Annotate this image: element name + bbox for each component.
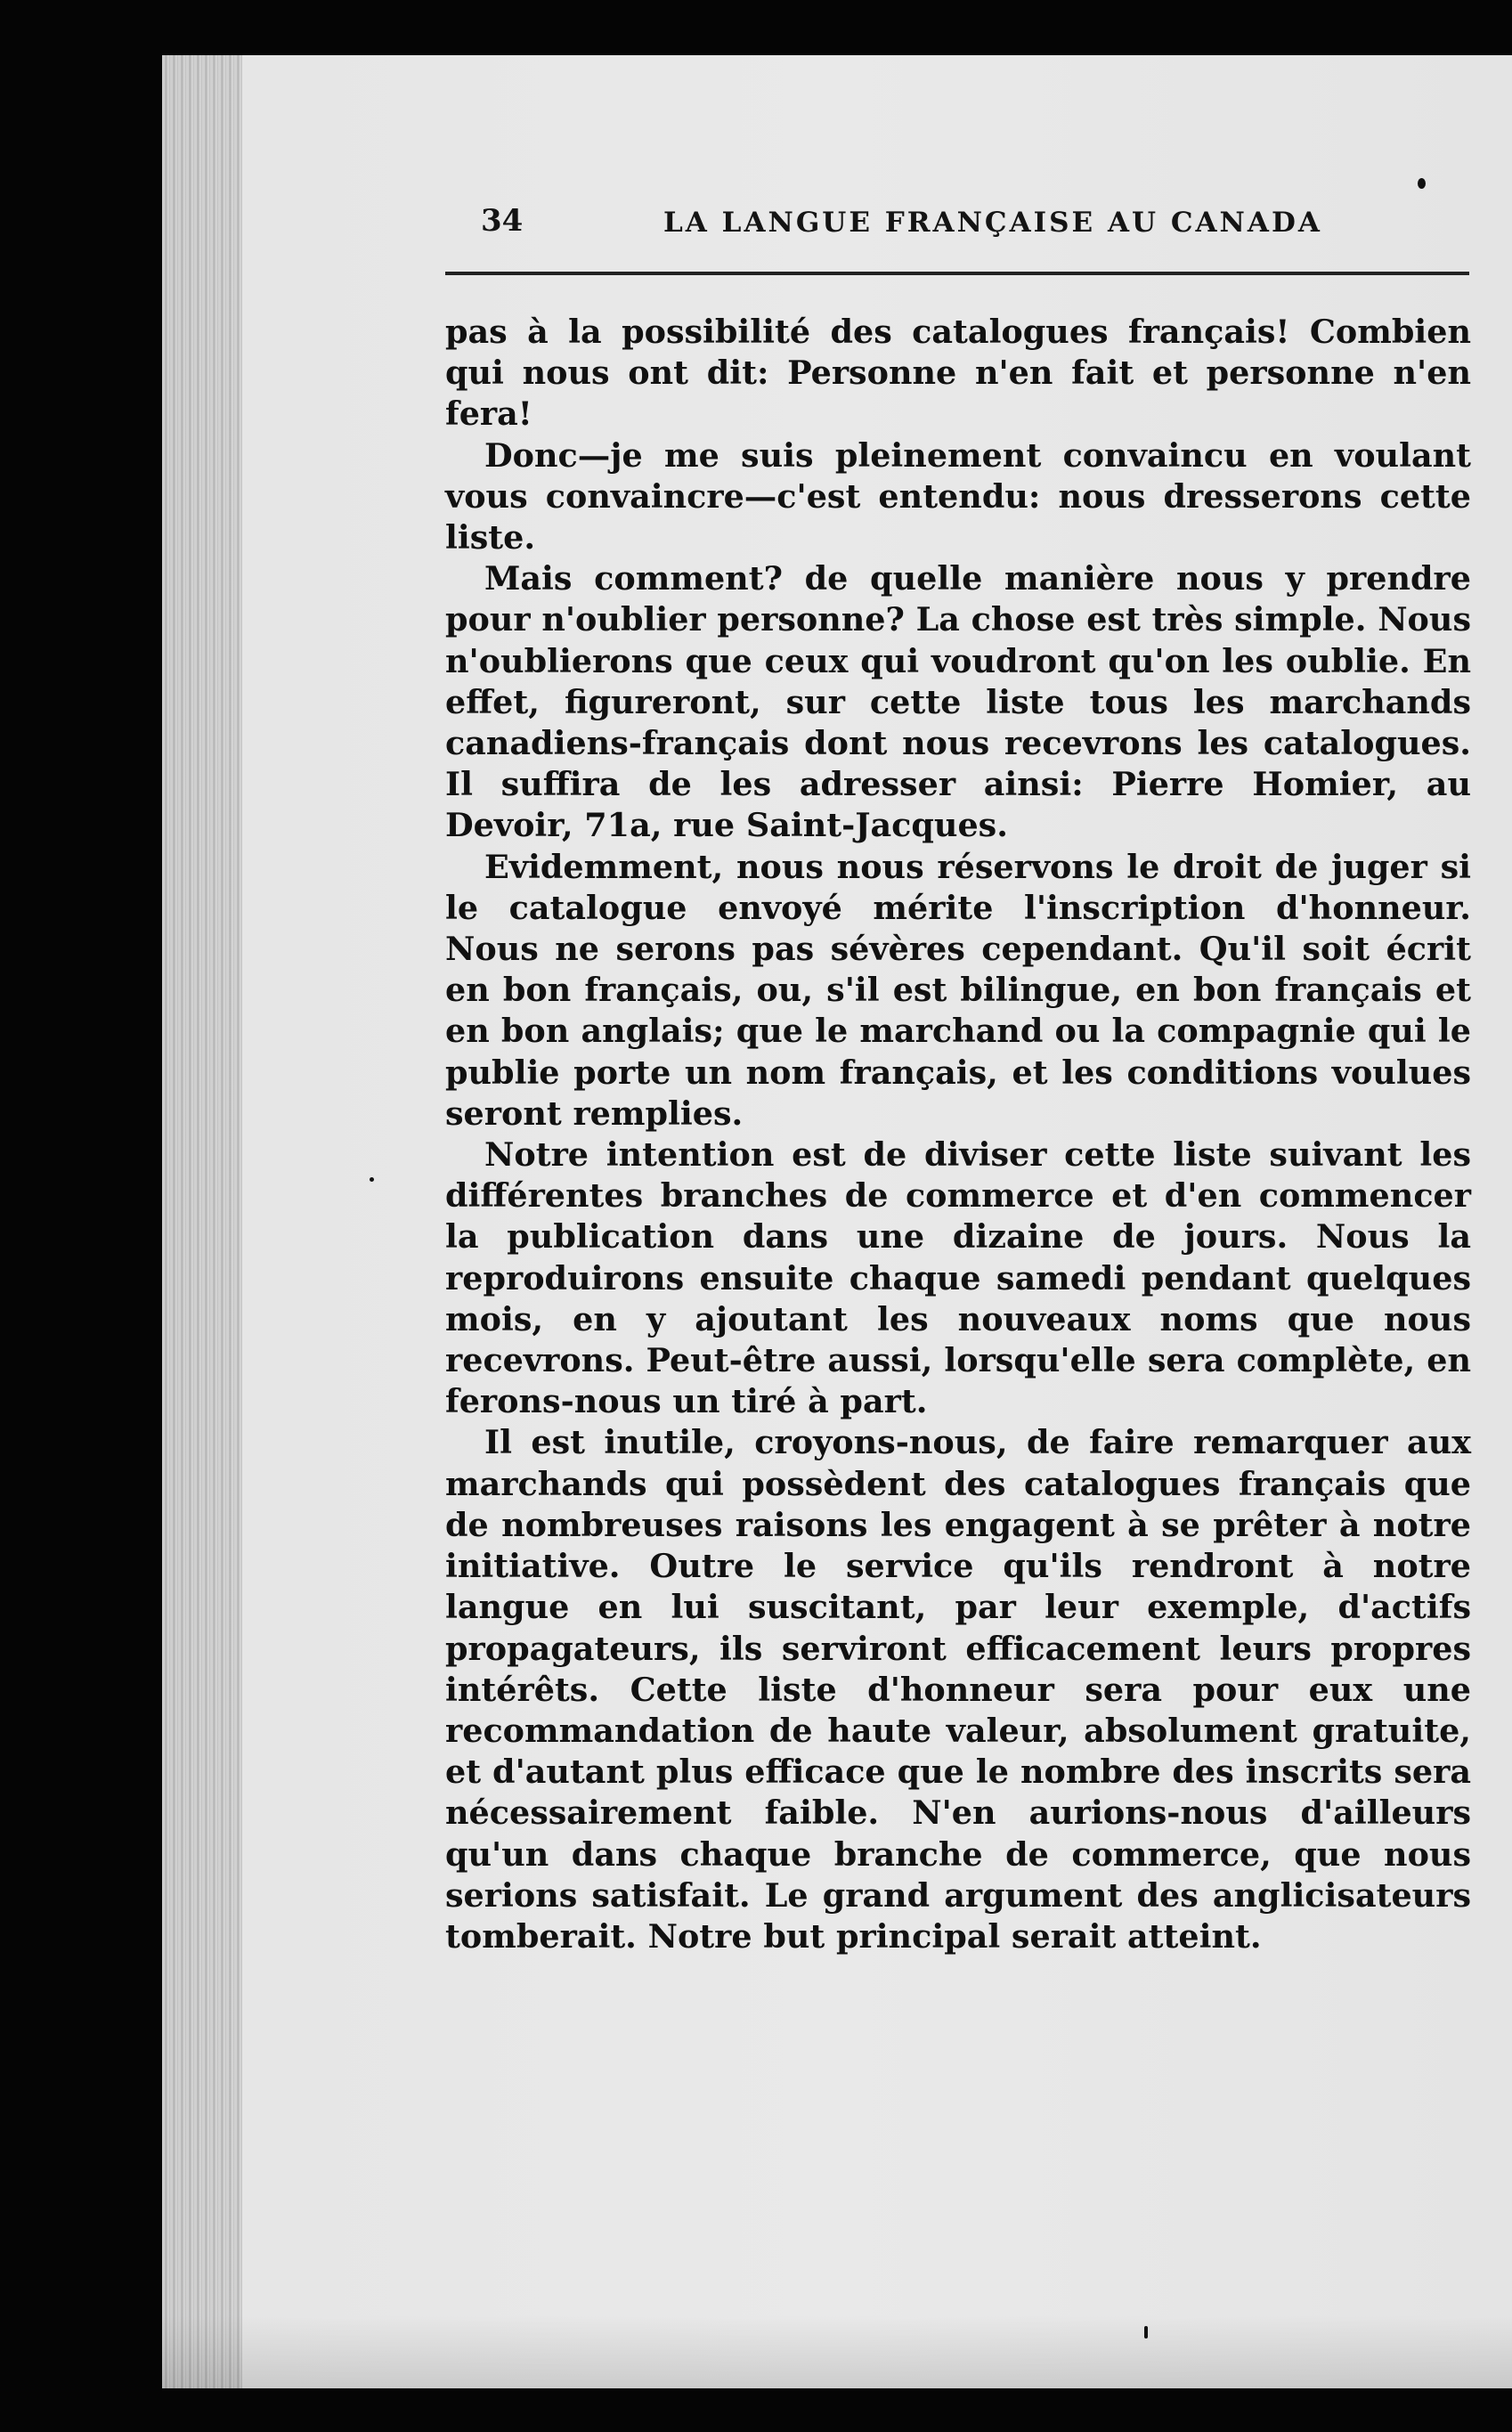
paragraph: Il est inutile, croyons-nous, de faire remarquer aux marchands qui possèdent des catalogues français que de nombreuses raisons les engagent à se prêter à notre initiative. Outre le service qu'ils rendront à notre langue en lui suscitant, par leur exemple, d'actifs propagateurs, ils serviront efficacement leurs propres intérêts. Cette liste d'honneur sera pour eux une recommandation de haute valeur, absolument gratuite, et d'autant plus efficace que le nombre des inscrits sera nécessairement faible. N'en aurions-nous d'ailleurs qu'un dans chaque branche de commerce, que nous serions satisfait. Le grand argument des anglicisateurs tomberait. Notre but principal serait atteint. <box>445 1423 1471 1956</box>
paragraph: Evidemment, nous nous réservons le droit de juger si le catalogue envoyé mérite l'inscription d'honneur. Nous ne serons pas sévères cependant. Qu'il soit écrit en bon français, ou, s'il est bilingue, en bon français et en bon anglais; que le marchand ou la compagnie qui le publie porte un nom français, et les conditions voulues seront remplies. <box>445 847 1471 1133</box>
paragraph: pas à la possibilité des catalogues français! Combien qui nous ont dit: Personne n'en fait et personne n'en fera! <box>445 313 1471 434</box>
ink-speck <box>370 1177 374 1182</box>
running-header <box>481 203 1478 249</box>
ink-speck <box>1144 2326 1148 2338</box>
paragraph: Notre intention est de diviser cette liste suivant les différentes branches de commerce et d'en commencer la publication dans une dizaine de jours. Nous la reproduirons ensuite chaque samedi pendant quelques mois, en y ajoutant les nouveaux noms que nous recevrons. Peut-être aussi, lorsqu'elle sera complète, en ferons-nous un tiré à part. <box>445 1135 1471 1421</box>
page-bottom-shadow <box>162 2315 1512 2388</box>
header-rule <box>445 272 1469 275</box>
page-gutter-shadow <box>162 55 242 2388</box>
paragraph: Donc—je me suis pleinement convaincu en voulant vous convaincre—c'est entendu: nous dresserons cette liste. <box>445 435 1471 557</box>
page-number: 34 <box>481 203 524 239</box>
running-title: LA LANGUE FRANÇAISE AU CANADA <box>663 207 1322 239</box>
paragraph: Mais comment? de quelle manière nous y prendre pour n'oublier personne? La chose est très simple. Nous n'oublierons que ceux qui voudront qu'on les oublie. En effet, figureront, sur cette liste tous les marchands canadiens-français dont nous recevrons les catalogues. Il suffira de les adresser ainsi: Pierre Homier, au Devoir, 71a, rue Saint-Jacques. <box>445 559 1471 845</box>
ink-speck <box>1418 178 1426 189</box>
body-text <box>445 312 1471 1957</box>
